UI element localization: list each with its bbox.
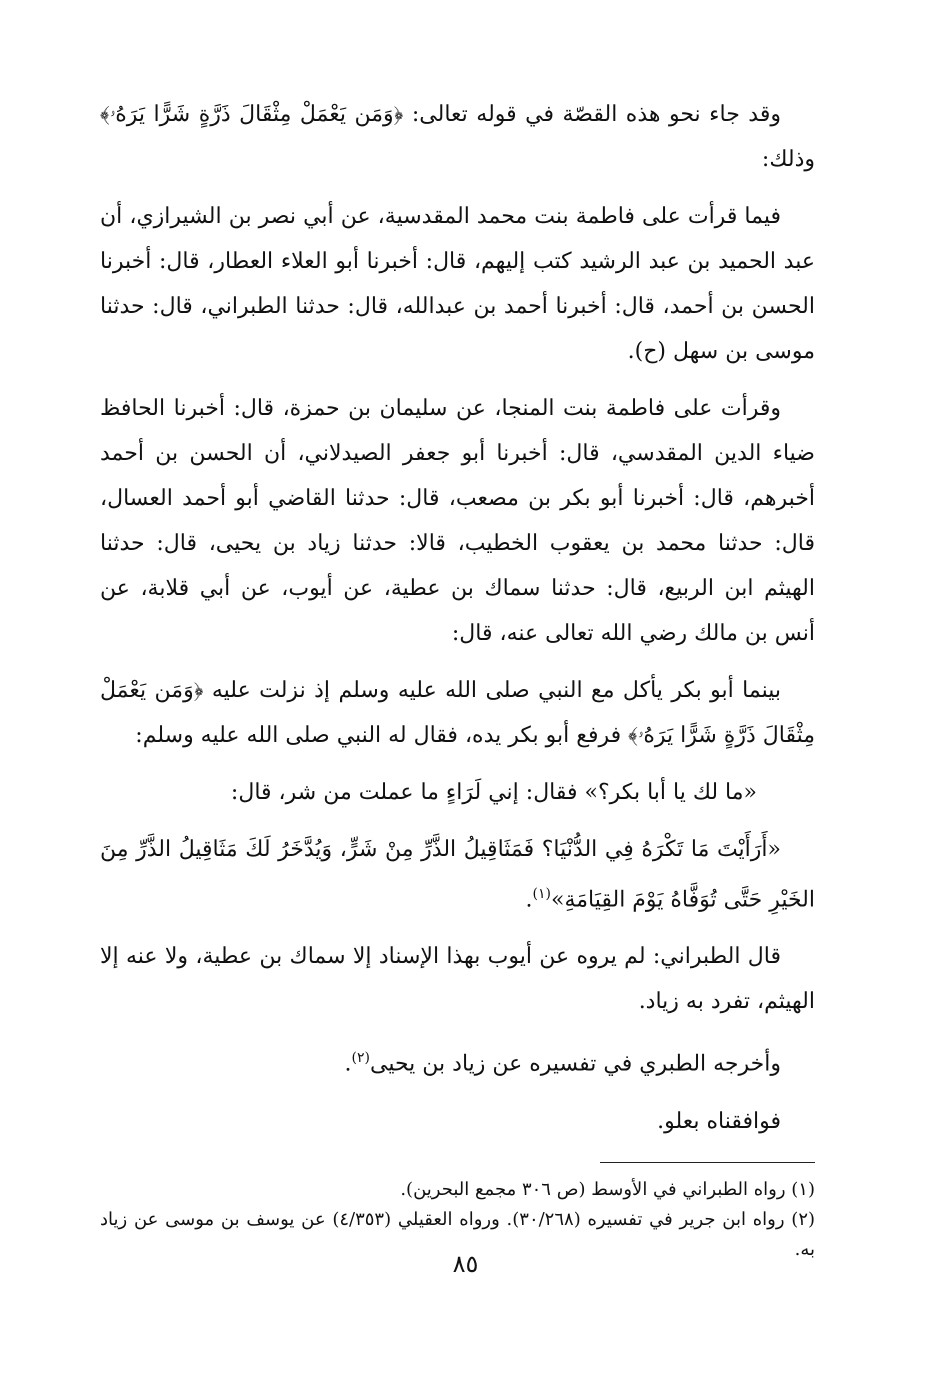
paragraph-tabarani-note: قال الطبراني: لم يروه عن أيوب بهذا الإسناد إلا سماك بن عطية، ولا عنه إلا الهيثم، تفرد به زياد. xyxy=(100,944,815,1015)
paragraph-intro: وقد جاء نحو هذه القصّة في قوله تعالى: ﴿وَمَن يَعْمَلْ مِثْقَالَ ذَرَّةٍ شَرًّا يَرَهُۥ﴾ وذلك: xyxy=(100,102,815,172)
footnote-ref-1: (١) xyxy=(532,886,551,902)
tabari-text: وأخرجه الطبري في تفسيره عن زياد بن يحيى xyxy=(369,1051,781,1077)
paragraph-isnad-2: وقرأت على فاطمة بنت المنجا، عن سليمان بن حمزة، قال: أخبرنا الحافظ ضياء الدين المقدسي، قال: أخبرنا أبو جعفر الصيدلاني، أن الحسن بن أحمد أخبرهم، قال: أخبرنا أبو بكر بن مصعب، قال: حدثنا القاضي أبو أحمد العسال، قال: حدثنا محمد بن يعقوب الخطيب، قالا: حدثنا زياد بن يحيى، قال: حدثنا الهيثم ابن الربيع، قال: حدثنا سماك بن عطية، عن أيوب، عن أبي قلابة، عن أنس بن مالك رضي الله تعالى عنه، قال: xyxy=(100,396,815,646)
paragraph-conclusion: فوافقناه بعلو. xyxy=(657,1108,781,1134)
footnote-ref-2: (٢) xyxy=(351,1050,370,1067)
page-number: ٨٥ xyxy=(452,1250,479,1278)
footnote-1: (١) رواه الطبراني في الأوسط (ص ٣٠٦ مجمع البحرين). xyxy=(400,1178,815,1200)
paragraph-isnad-1: فيما قرأت على فاطمة بنت محمد المقدسية، عن أبي نصر بن الشيرازي، أن عبد الحميد بن عبد الرشيد كتب إليهم، قال: أخبرنا أبو العلاء العطار، قال: أخبرنا الحسن بن أحمد، قال: أخبرنا أحمد بن عبدالله، قال: حدثنا الطبراني، قال: حدثنا موسى بن سهل (ح). xyxy=(100,204,815,364)
paragraph-tabari-note: وأخرجه الطبري في تفسيره عن زياد بن يحيى$^{(٢)}$. xyxy=(344,1050,781,1077)
paragraph-prophet-answer: «أَرَأَيْتَ مَا تَكْرَهُ فِي الدُّنْيَا؟ فَمَثَاقِيلُ الذَّرِّ مِنْ شَرٍّ، وَيُدَّخَرُ لَكَ مَثَاقِيلُ الذَّرِّ مِنَ الخَيْرِ حَتَّى تُوَفَّاهُ يَوْمَ القِيَامَةِ»$^{(١)}$. xyxy=(100,837,815,913)
answer-text: «أَرَأَيْتَ مَا تَكْرَهُ فِي الدُّنْيَا؟ فَمَثَاقِيلُ الذَّرِّ مِنْ شَرٍّ، وَيُدَّخَرُ لَكَ مَثَاقِيلُ الذَّرِّ مِنَ الخَيْرِ حَتَّى تُوَفَّاهُ يَوْمَ القِيَامَةِ» xyxy=(100,837,815,913)
footnote-2: (٢) رواه ابن جرير في تفسيره (٣٠/٢٦٨). ورواه العقيلي (٤/٣٥٣) عن يوسف بن موسى عن زياد به. xyxy=(100,1208,816,1260)
footnote-divider xyxy=(600,1162,815,1163)
paragraph-hadith: بينما أبو بكر يأكل مع النبي صلى الله عليه وسلم إذ نزلت عليه ﴿وَمَن يَعْمَلْ مِثْقَالَ ذَرَّةٍ شَرًّا يَرَهُۥ﴾ فرفع أبو بكر يده، فقال له النبي صلى الله عليه وسلم: xyxy=(100,678,815,748)
paragraph-question: «ما لك يا أبا بكر؟» فقال: إني لَرَاءٍ ما عملت من شر، قال: xyxy=(230,780,757,805)
page-body xyxy=(100,92,815,1322)
